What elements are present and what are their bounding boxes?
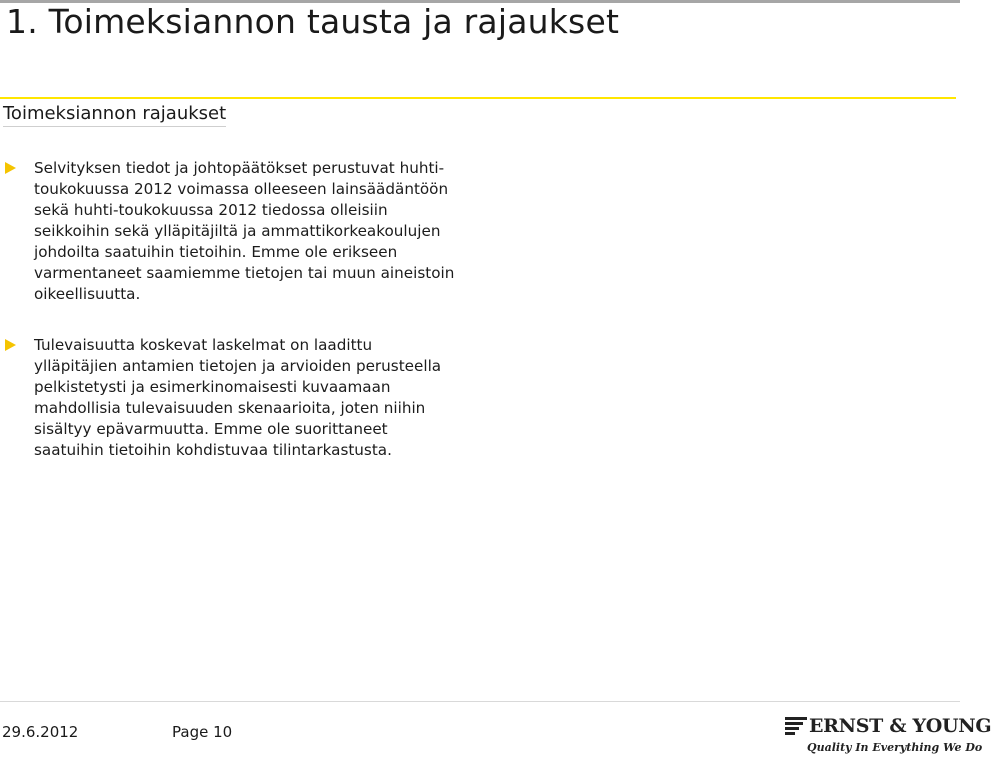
- section-subtitle: Toimeksiannon rajaukset: [3, 103, 226, 127]
- bullet-line: Tulevaisuutta koskevat laskelmat on laadittu: [34, 336, 373, 354]
- bullet-line: oikeellisuutta.: [34, 285, 141, 303]
- bullet-line: sisältyy epävarmuutta. Emme ole suorittaneet: [34, 420, 388, 438]
- bullet-line: toukokuussa 2012 voimassa olleeseen lainsäädäntöön: [34, 180, 449, 198]
- bullet-line: Selvityksen tiedot ja johtopäätökset perustuvat huhti-: [34, 159, 445, 177]
- bullet-item: [0, 158, 520, 305]
- ernst-young-logo-icon: [785, 717, 807, 735]
- page-number: Page 10: [172, 723, 233, 741]
- logo-tagline: Quality In Everything We Do: [807, 741, 983, 754]
- bullet-text: [34, 158, 520, 305]
- company-logo: [785, 715, 991, 755]
- bullet-line: pelkistetysti ja esimerkinomaisesti kuvaamaan: [34, 378, 391, 396]
- logo-name: ERNST & YOUNG: [809, 715, 991, 737]
- footer-rule: [0, 701, 960, 702]
- slide-title: 1. Toimeksiannon tausta ja rajaukset: [6, 2, 620, 41]
- bullet-list: [0, 158, 520, 491]
- bullet-line: saatuihin tietoihin kohdistuvaa tilintarkastusta.: [34, 441, 392, 459]
- bullet-line: sekä huhti-toukokuussa 2012 tiedossa olleisiin: [34, 201, 388, 219]
- footer-date: 29.6.2012: [2, 723, 79, 741]
- yellow-triangle-bullet-icon: [5, 162, 16, 174]
- bullet-line: ylläpitäjien antamien tietojen ja arvioiden perusteella: [34, 357, 442, 375]
- subtitle-rule: [0, 97, 956, 99]
- bullet-text: [34, 335, 520, 461]
- bullet-line: mahdollisia tulevaisuuden skenaarioita, joten niihin: [34, 399, 426, 417]
- bullet-item: [0, 335, 520, 461]
- bullet-line: johdoilta saatuihin tietoihin. Emme ole erikseen: [34, 243, 398, 261]
- bullet-line: varmentaneet saamiemme tietojen tai muun aineistoin: [34, 264, 455, 282]
- bullet-line: seikkoihin sekä ylläpitäjiltä ja ammattikorkeakoulujen: [34, 222, 441, 240]
- yellow-triangle-bullet-icon: [5, 339, 16, 351]
